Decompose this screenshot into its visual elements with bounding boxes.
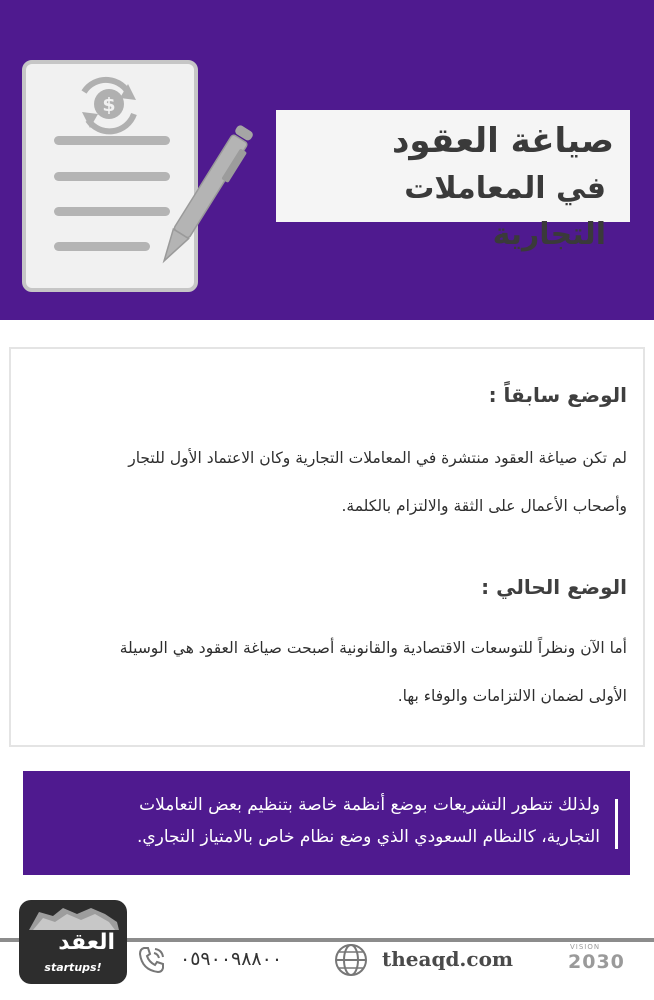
previous-status-line: وأصحاب الأعمال على الثقة والالتزام بالكلمة. [341, 497, 627, 515]
title-box [276, 110, 630, 252]
website-link[interactable]: theaqd.com [382, 947, 514, 971]
content-card [9, 347, 645, 747]
highlight-box [23, 771, 630, 875]
previous-status-line: لم تكن صياغة العقود منتشرة في المعاملات التجارية وكان الاعتماد الأول للتجار [128, 449, 627, 467]
phone-icon [136, 944, 168, 976]
current-status-heading: الوضع الحالي : [481, 575, 627, 599]
highlight-accent-bar [615, 799, 618, 849]
page-title: صياغة العقود [391, 121, 614, 161]
header-banner [0, 0, 654, 320]
previous-status-heading: الوضع سابقاً : [488, 383, 627, 407]
globe-icon [334, 943, 368, 977]
logo-arabic-text: العقد [58, 930, 115, 955]
brand-logo[interactable] [19, 900, 127, 984]
highlight-line: التجارية، كالنظام السعودي الذي وضع نظام خاص بالامتياز التجاري. [136, 827, 600, 847]
logo-english-text: startups! [44, 961, 102, 974]
phone-number[interactable]: ٠٥٩٠٠٩٨٨٠٠ [180, 948, 283, 970]
vision-2030-logo: 2030 [568, 951, 625, 973]
current-status-line: أما الآن ونظراً للتوسعات الاقتصادية والقانونية أصبحت صياغة العقود هي الوسيلة [119, 639, 627, 657]
highlight-line: ولذلك تتطور التشريعات بوضع أنظمة خاصة بتنظيم بعض التعاملات [139, 795, 600, 815]
current-status-line: الأولى لضمان الالتزامات والوفاء بها. [397, 687, 627, 705]
svg-text:$: $ [102, 94, 116, 116]
vision-2030-label: VISION [570, 943, 601, 951]
page-subtitle: في المعاملات التجارية [404, 171, 606, 252]
